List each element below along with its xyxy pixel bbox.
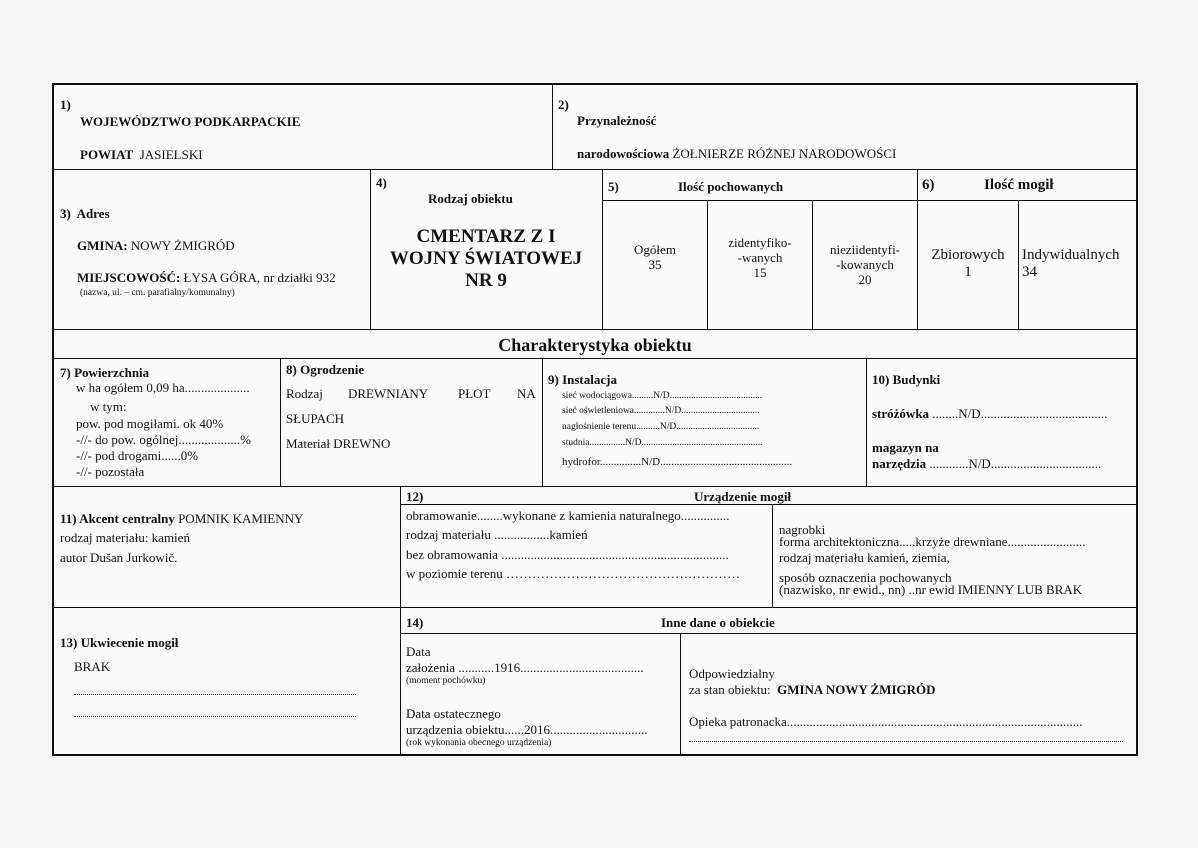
ogolem-label: Ogółem — [634, 242, 676, 257]
instalacja-line: hydrofor...............N/D................................................ — [562, 456, 793, 468]
ukwiecenie-value: BRAK — [74, 659, 111, 674]
ilosc-pochowanych-label: Ilość pochowanych — [678, 179, 784, 194]
row-divider — [52, 486, 1138, 487]
row-divider — [52, 169, 1138, 170]
miejscowosc: MIEJSCOWOŚĆ: ŁYSA GÓRA, nr działki 932 — [77, 270, 336, 285]
data-urzadzenia-note: (rok wykonania obecnego urządzenia) — [406, 738, 552, 748]
instalacja-line: studnia...............N/D................................................... — [562, 438, 763, 448]
data-zalozenia-line: założenia ...........1916...................................... — [406, 660, 644, 675]
akcent-autor: autor Dušan Jurkowič. — [60, 550, 178, 565]
col-divider — [866, 358, 867, 486]
dotted-line — [74, 694, 356, 695]
urzadzenie-line: w poziomie terenu ……………………………………………… — [406, 566, 740, 581]
data-zalozenia-note: (moment pochówku) — [406, 676, 486, 686]
ogrodzenie-line: SŁUPACH — [286, 411, 345, 426]
ogrodzenie-label: 8) Ogrodzenie — [286, 362, 365, 377]
odpowiedzialny-label: Odpowiedzialny — [689, 666, 775, 681]
col-divider — [542, 358, 543, 486]
section-14-number: 14) — [406, 615, 424, 630]
niezidentyfikowanych-label-1: nieziidentyfi- — [829, 242, 901, 257]
col-divider — [552, 83, 553, 169]
powierzchnia-line: -//- pod drogami......0% — [76, 448, 199, 463]
instalacja-line: sieć oświetleniowa.............N/D................................. — [562, 406, 760, 416]
niezidentyfikowanych-value: 20 — [858, 272, 872, 287]
row-divider — [52, 358, 1138, 359]
ogolem-value: 35 — [648, 257, 662, 272]
budynki-label: 10) Budynki — [872, 372, 941, 387]
nagrobki-line: forma architektoniczna.....krzyże drewniane........................ — [779, 534, 1086, 549]
zidentyfikowanych-value: 15 — [753, 265, 767, 280]
niezidentyfikowanych-label-2: -kowanych — [836, 257, 894, 272]
urzadzenie-line: bez obramowania ...................................................................... — [406, 547, 729, 562]
powiat: POWIAT JASIELSKI — [80, 147, 203, 162]
inne-dane-label: Inne dane o obiekcie — [661, 615, 775, 630]
nagrobki-line: sposób oznaczenia pochowanych — [779, 570, 952, 585]
indywidualnych-value: 34 — [1022, 264, 1037, 280]
section-1-number: 1) — [60, 97, 71, 112]
powierzchnia-line: w tym: — [90, 399, 127, 414]
instalacja-line: sieć wodociągowa.........N/D....................................... — [562, 391, 763, 401]
col-divider — [400, 486, 401, 756]
row-divider — [400, 504, 1138, 505]
row-divider — [602, 200, 1138, 201]
object-name-line2: WOJNY ŚWIATOWEJ — [389, 248, 583, 269]
col-divider — [772, 504, 773, 607]
wojewodztwo: WOJEWÓDZTWO PODKARPACKIE — [80, 114, 301, 129]
col-divider — [370, 169, 371, 329]
ukwiecenie-label: 13) Ukwiecenie mogił — [60, 635, 179, 650]
object-name-line1: CMENTARZ Z I — [416, 226, 556, 247]
akcent-material: rodzaj materiału: kamień — [60, 530, 190, 545]
row-divider — [400, 633, 1138, 634]
powierzchnia-label: 7) Powierzchnia — [60, 365, 150, 380]
strozowka: stróżówka ........N/D....................................... — [872, 406, 1108, 421]
odpowiedzialny: za stan obiektu: GMINA NOWY ŻMIGRÓD — [689, 682, 936, 697]
narzedzia: narzędzia ............N/D.................................. — [872, 456, 1102, 471]
nagrobki-line: (nazwisko, nr ewid., nn) ..nr ewid IMIENNY LUB BRAK — [779, 582, 1083, 597]
dotted-line — [74, 716, 356, 717]
instalacja-line: nagłośnienie terenu..........N/D................................... — [562, 422, 760, 432]
ogrodzenie-word: NA — [517, 386, 536, 401]
powierzchnia-line: pow. pod mogiłami. ok 40% — [76, 416, 224, 431]
przynaleznosc-label: Przynależność — [577, 113, 657, 128]
col-divider — [1018, 200, 1019, 329]
zbiorowych-value: 1 — [964, 264, 972, 280]
row-divider — [52, 329, 1138, 330]
opieka-patronacka: Opieka patronacka........................................................................................... — [689, 714, 1083, 729]
data-zalozenia-line: Data — [406, 644, 431, 659]
zidentyfikowanych-label-1: zidentyfiko- — [728, 235, 792, 250]
magazyn-label: magazyn na — [872, 440, 939, 455]
section-2-number: 2) — [558, 97, 569, 112]
rodzaj-obiektu-label: Rodzaj obiektu — [428, 191, 513, 206]
col-divider — [680, 633, 681, 756]
ilosc-mogil-label: Ilość mogił — [984, 177, 1054, 193]
data-urzadzenia-line: urządzenia obiektu......2016.............................. — [406, 722, 648, 737]
data-urzadzenia-line: Data ostatecznego — [406, 706, 501, 721]
adres-note: (nazwa, ul. – cm. parafialny/komunalny) — [80, 288, 235, 298]
section-6-number: 6) — [922, 177, 935, 193]
urzadzenie-line: obramowanie........wykonane z kamienia naturalnego............... — [406, 508, 730, 523]
section-12-number: 12) — [406, 489, 424, 504]
powierzchnia-line: -//- pozostała — [76, 464, 145, 479]
narodowosc: narodowościowa ŻOŁNIERZE RÓŻNEJ NARODOWOŚCI — [577, 146, 897, 161]
ogrodzenie-material: Materiał DREWNO — [286, 436, 391, 451]
powierzchnia-line: w ha ogółem 0,09 ha.................... — [76, 380, 250, 395]
ogrodzenie-word: PŁOT — [458, 386, 491, 401]
indywidualnych-label: Indywidualnych — [1022, 247, 1120, 263]
instalacja-label: 9) Instalacja — [548, 372, 617, 387]
zbiorowych-label: Zbiorowych — [931, 247, 1005, 263]
nagrobki-line: rodzaj materiału kamień, ziemia, — [779, 550, 950, 565]
urzadzenie-line: rodzaj materiału .................kamień — [406, 527, 588, 542]
ogrodzenie-word: DREWNIANY — [348, 386, 429, 401]
col-divider — [280, 358, 281, 486]
nagrobki-line: nagrobki — [779, 522, 826, 537]
urzadzenie-mogil-label: Urządzenie mogił — [694, 489, 792, 504]
ogrodzenie-word: Rodzaj — [286, 386, 323, 401]
dotted-line — [689, 741, 1123, 742]
akcent-centralny: 11) Akcent centralny POMNIK KAMIENNY — [60, 511, 304, 526]
section-title: Charakterystyka obiektu — [498, 335, 692, 355]
section-5-number: 5) — [608, 179, 619, 194]
zidentyfikowanych-label-2: -wanych — [737, 250, 783, 265]
gmina: GMINA: NOWY ŻMIGRÓD — [77, 238, 235, 253]
adres-label: 3) Adres — [60, 206, 110, 221]
section-4-number: 4) — [376, 175, 387, 190]
object-name-line3: NR 9 — [465, 270, 507, 291]
powierzchnia-line: -//- do pow. ogólnej...................% — [76, 432, 251, 447]
row-divider — [52, 607, 1138, 608]
